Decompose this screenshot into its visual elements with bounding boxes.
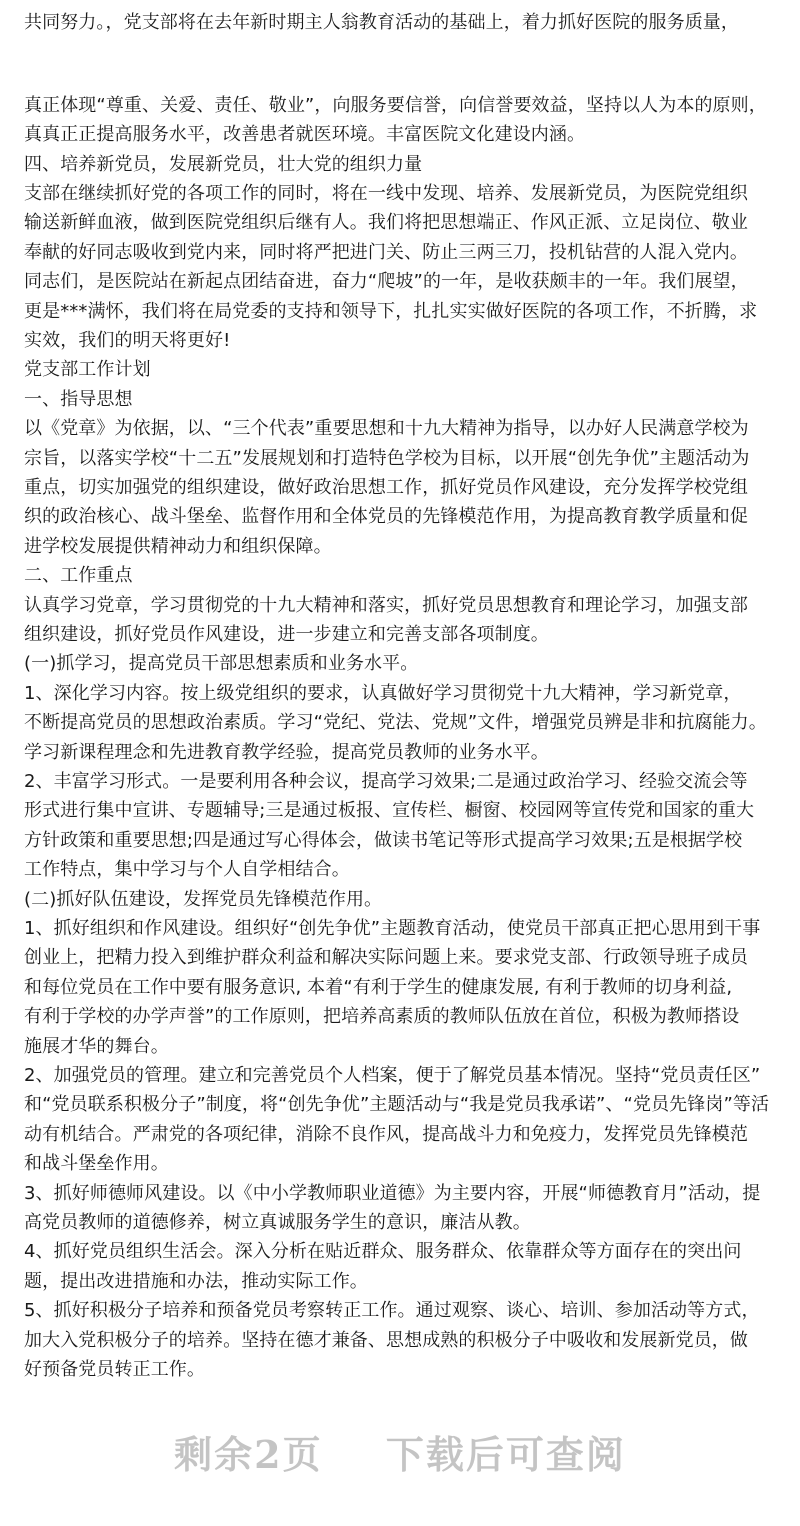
text-line: 进学校发展提供精神动力和组织保障。	[24, 535, 332, 557]
text-line: 输送新鲜血液，做到医院党组织后继有人。我们将把思想端正、作风正派、立足岗位、敬业	[24, 212, 748, 234]
text-line: 5、抓好积极分子培养和预备党员考察转正工作。通过观察、谈心、培训、参加活动等方式，	[24, 1300, 760, 1322]
text-line	[24, 61, 784, 91]
text-line: 真真正正提高服务水平，改善患者就医环境。丰富医院文化建设内涵。	[24, 124, 586, 146]
text-line: 奉献的好同志吸收到党内来，同时将严把进门关、防止三两三刀，投机钻营的人混入党内。	[24, 241, 748, 263]
text-line: 认真学习党章，学习贯彻党的十九大精神和落实，抓好党员思想教育和理论学习，加强支部	[24, 594, 748, 616]
download-to-view-text: 下载后可查阅	[385, 1432, 626, 1477]
text-line: 组织建设，抓好党员作风建设，进一步建立和完善支部各项制度。	[24, 624, 549, 645]
text-line: 和战斗堡垒作用。	[24, 1153, 169, 1175]
remaining-pages-text: 剩余2页	[174, 1432, 323, 1477]
text-line: 好预备党员转正工作。	[24, 1359, 205, 1380]
text-line: 2、丰富学习形式。一是要利用各种会议，提高学习效果;二是通过政治学习、经验交流会等	[24, 771, 748, 792]
text-line: 有利于学校的办学声誉”的工作原则，把培养高素质的教师队伍放在首位，积极为教师搭设	[24, 1006, 740, 1028]
text-line: 宗旨，以落实学校“十二五”发展规划和打造特色学校为目标，以开展“创先争优”主题活动为	[24, 447, 750, 469]
text-line: 动有机结合。严肃党的各项纪律，消除不良作风，提高战斗力和免疫力，发挥党员先锋模范	[24, 1123, 748, 1145]
text-line: 形式进行集中宣讲、专题辅导;三是通过板报、宣传栏、橱窗、校园网等宣传党和国家的重大	[24, 800, 755, 822]
text-line: 工作特点，集中学习与个人自学相结合。	[24, 859, 350, 881]
text-line: 支部在继续抓好党的各项工作的同时，将在一线中发现、培养、发展新党员，为医院党组织	[24, 183, 748, 204]
text-line: 重点，切实加强党的组织建设，做好政治思想工作，抓好党员作风建设，充分发挥学校党组	[24, 477, 748, 498]
text-line: 实效，我们的明天将更好!	[24, 330, 231, 351]
text-line: 和“党员联系积极分子”制度，将“创先争优”主题活动与“我是党员我承诺”、“党员先锋岗”等活	[24, 1094, 770, 1116]
text-line: 织的政治核心、战斗堡垒、监督作用和全体党员的先锋模范作用，为提高教育教学质量和促	[24, 506, 748, 528]
text-line: 共同努力。，党支部将在去年新时期主人翁教育活动的基础上，着力抓好医院的服务质量，	[24, 12, 739, 33]
text-line: 以《党章》为依据，以、“三个代表”重要思想和十九大精神为指导，以办好人民满意学校为	[24, 418, 749, 440]
text-line: 党支部工作计划	[24, 359, 151, 381]
text-line: 真正体现“尊重、关爱、责任、敬业”，向服务要信誉，向信誉要效益，坚持以人为本的原则，	[24, 94, 767, 116]
text-line: (二)抓好队伍建设，发挥党员先锋模范作用。	[24, 888, 383, 910]
text-line: 和每位党员在工作中要有服务意识, 本着“有利于学生的健康发展, 有利于教师的切身利益,	[24, 976, 733, 998]
text-line: 1、深化学习内容。按上级党组织的要求，认真做好学习贯彻党十九大精神，学习新党章，	[24, 682, 742, 704]
text-line: 1、抓好组织和作风建设。组织好“创先争优”主题教育活动，使党员干部真正把心思用到干事	[24, 918, 761, 939]
text-line: 不断提高党员的思想政治素质。学习“党纪、党法、党规”文件，增强党员辨是非和抗腐能力。	[24, 712, 767, 734]
text-line: 题，提出改进措施和办法，推动实际工作。	[24, 1270, 368, 1292]
text-line: 二、工作重点	[24, 565, 133, 587]
text-line: 4、抓好党员组织生活会。深入分析在贴近群众、服务群众、依靠群众等方面存在的突出问	[24, 1241, 742, 1263]
text-line: (一)抓学习，提高党员干部思想素质和业务水平。	[24, 653, 419, 675]
text-line: 创业上，把精力投入到维护群众利益和解决实际问题上来。要求党支部、行政领导班子成员	[24, 947, 748, 969]
text-line: 施展才华的舞台。	[24, 1035, 169, 1057]
text-line: 学习新课程理念和先进教育教学经验，提高党员教师的业务水平。	[24, 741, 549, 763]
text-line: 2、加强党员的管理。建立和完善党员个人档案，便于了解党员基本情况。坚持“党员责任区”	[24, 1065, 761, 1086]
text-line: 高党员教师的道德修养，树立真诚服务学生的意识，廉洁从教。	[24, 1212, 531, 1233]
text-line: 方针政策和重要思想;四是通过写心得体会，做读书笔记等形式提高学习效果;五是根据学校	[24, 829, 743, 851]
text-line: 更是***满怀，我们将在局党委的支持和领导下，扎扎实实做好医院的各项工作，不折腾，求	[24, 300, 758, 322]
text-line: 四、培养新党员，发展新党员，壮大党的组织力量	[24, 153, 423, 175]
remaining-pages-banner[interactable]	[0, 1420, 800, 1490]
text-line: 一、指导思想	[24, 388, 133, 410]
text-line: 加大入党积极分子的培养。坚持在德才兼备、思想成熟的积极分子中吸收和发展新党员，做	[24, 1329, 748, 1351]
text-line: 3、抓好师德师风建设。以《中小学教师职业道德》为主要内容，开展“师德教育月”活动，提	[24, 1182, 761, 1204]
text-line: 同志们，是医院站在新起点团结奋进，奋力“爬坡”的一年，是收获颇丰的一年。我们展望，	[24, 271, 749, 293]
